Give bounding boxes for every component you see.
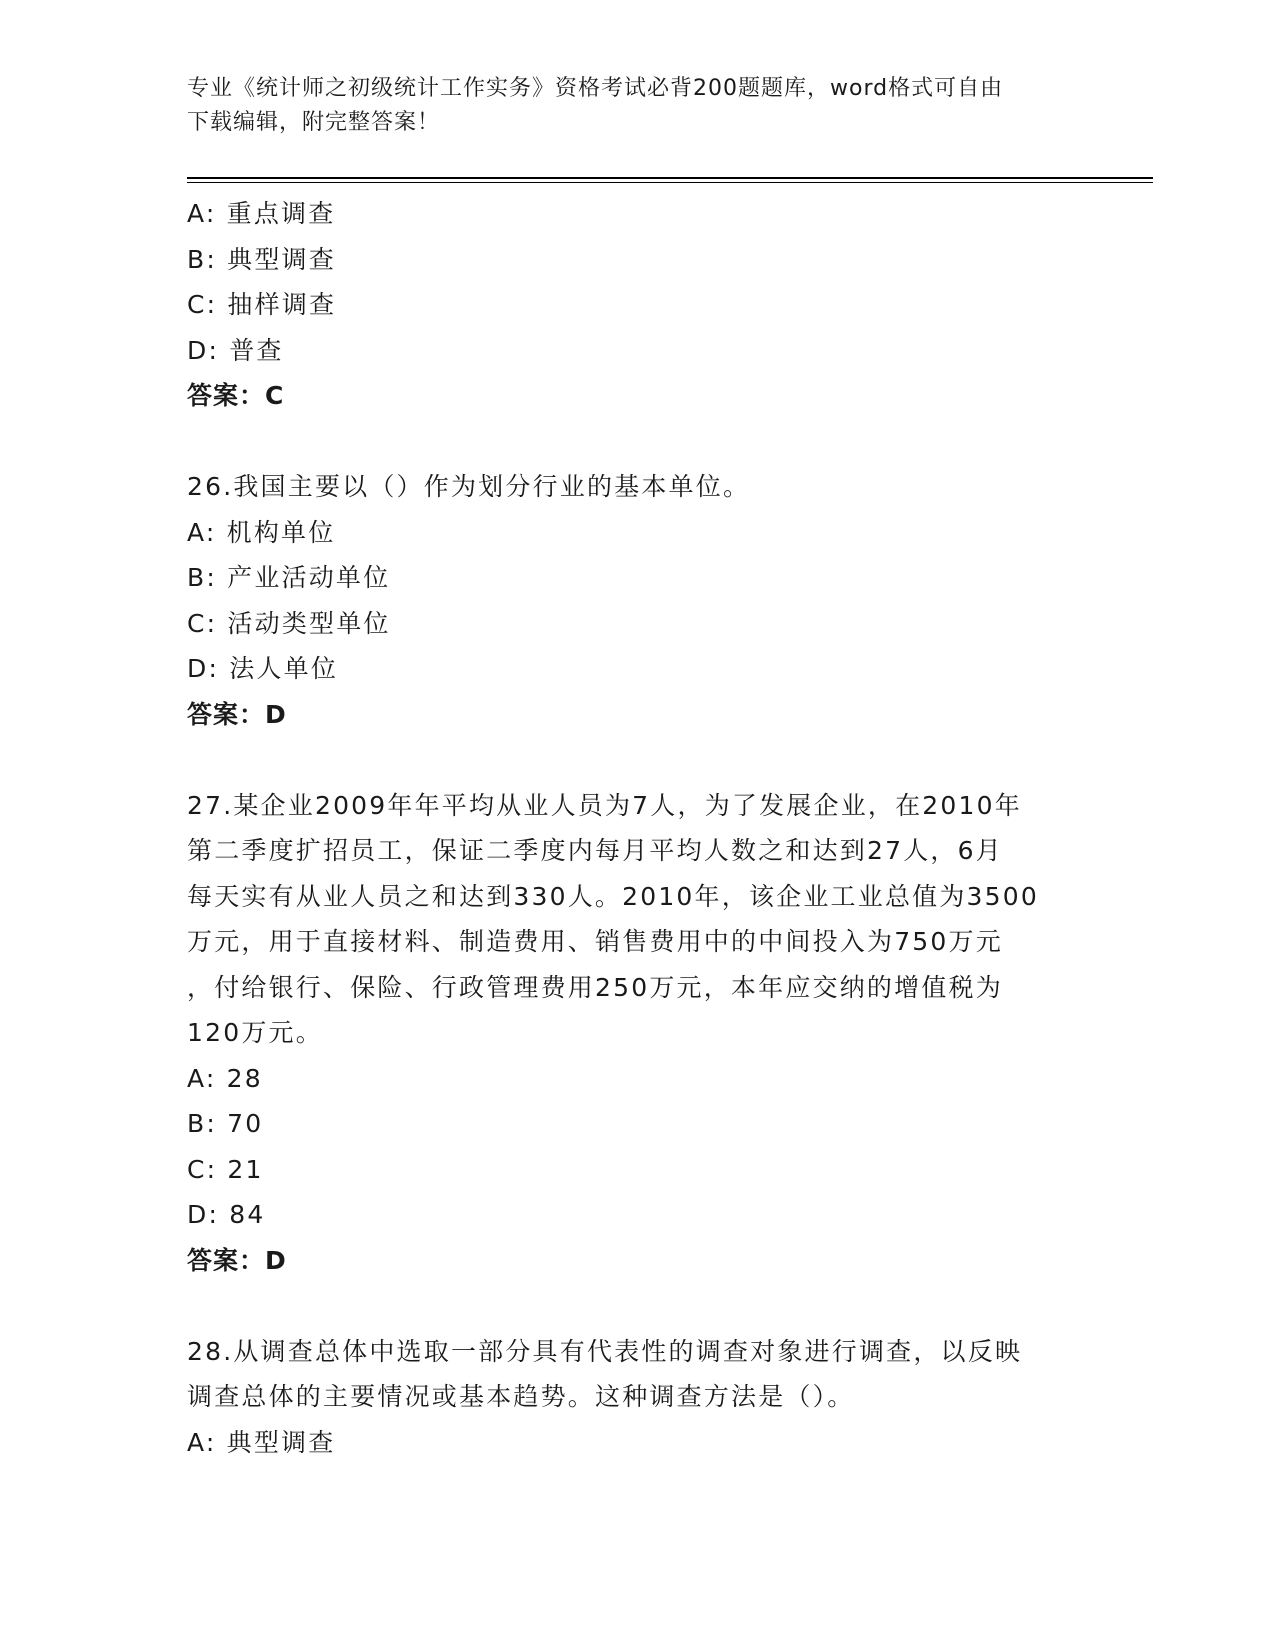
question-block-27 bbox=[187, 783, 1087, 1284]
option-a: A: 28 bbox=[187, 1063, 263, 1093]
header-line-2: 下载编辑，附完整答案！ bbox=[187, 110, 441, 135]
question-text-line: 每天实有从业人员之和达到330人。2010年，该企业工业总值为3500 bbox=[187, 881, 1039, 911]
document-header bbox=[187, 72, 1067, 140]
question-text-line: 28.从调查总体中选取一部分具有代表性的调查对象进行调查，以反映 bbox=[187, 1336, 1023, 1366]
question-list bbox=[187, 191, 1087, 1465]
option-b: B: 典型调查 bbox=[187, 244, 336, 274]
option-d: D: 84 bbox=[187, 1200, 266, 1229]
question-block-28 bbox=[187, 1329, 1087, 1466]
option-c: C: 活动类型单位 bbox=[187, 608, 391, 638]
option-c: C: 抽样调查 bbox=[187, 290, 337, 319]
option-b: B: 产业活动单位 bbox=[187, 563, 391, 592]
question-block-prev bbox=[187, 191, 1087, 419]
option-d: D: 普查 bbox=[187, 335, 284, 365]
question-text-line: 万元，用于直接材料、制造费用、销售费用中的中间投入为750万元 bbox=[187, 927, 1003, 956]
answer-line: 答案：D bbox=[187, 1245, 287, 1275]
question-block-26 bbox=[187, 464, 1087, 737]
answer-line: 答案：C bbox=[187, 381, 285, 410]
option-b: B: 70 bbox=[187, 1109, 264, 1138]
question-text-line: 120万元。 bbox=[187, 1018, 323, 1047]
question-text-line: 调查总体的主要情况或基本趋势。这种调查方法是（）。 bbox=[187, 1382, 855, 1411]
option-c: C: 21 bbox=[187, 1154, 264, 1184]
header-line-1: 专业《统计师之初级统计工作实务》资格考试必背200题题库，word格式可自由 bbox=[187, 76, 1004, 101]
option-a: A: 典型调查 bbox=[187, 1427, 336, 1457]
option-d: D: 法人单位 bbox=[187, 654, 339, 683]
header-rule-thick bbox=[187, 177, 1153, 179]
option-a: A: 重点调查 bbox=[187, 199, 336, 228]
question-text: 26.我国主要以（）作为划分行业的基本单位。 bbox=[187, 472, 751, 501]
answer-line: 答案：D bbox=[187, 699, 287, 729]
header-rule-thin bbox=[187, 182, 1153, 183]
option-a: A: 机构单位 bbox=[187, 517, 336, 547]
question-text-line: 第二季度扩招员工，保证二季度内每月平均人数之和达到27人，6月 bbox=[187, 836, 1003, 865]
question-text-line: ，付给银行、保险、行政管理费用250万元，本年应交纳的增值税为 bbox=[187, 972, 1003, 1002]
question-text-line: 27.某企业2009年年平均从业人员为7人，为了发展企业，在2010年 bbox=[187, 790, 1022, 820]
